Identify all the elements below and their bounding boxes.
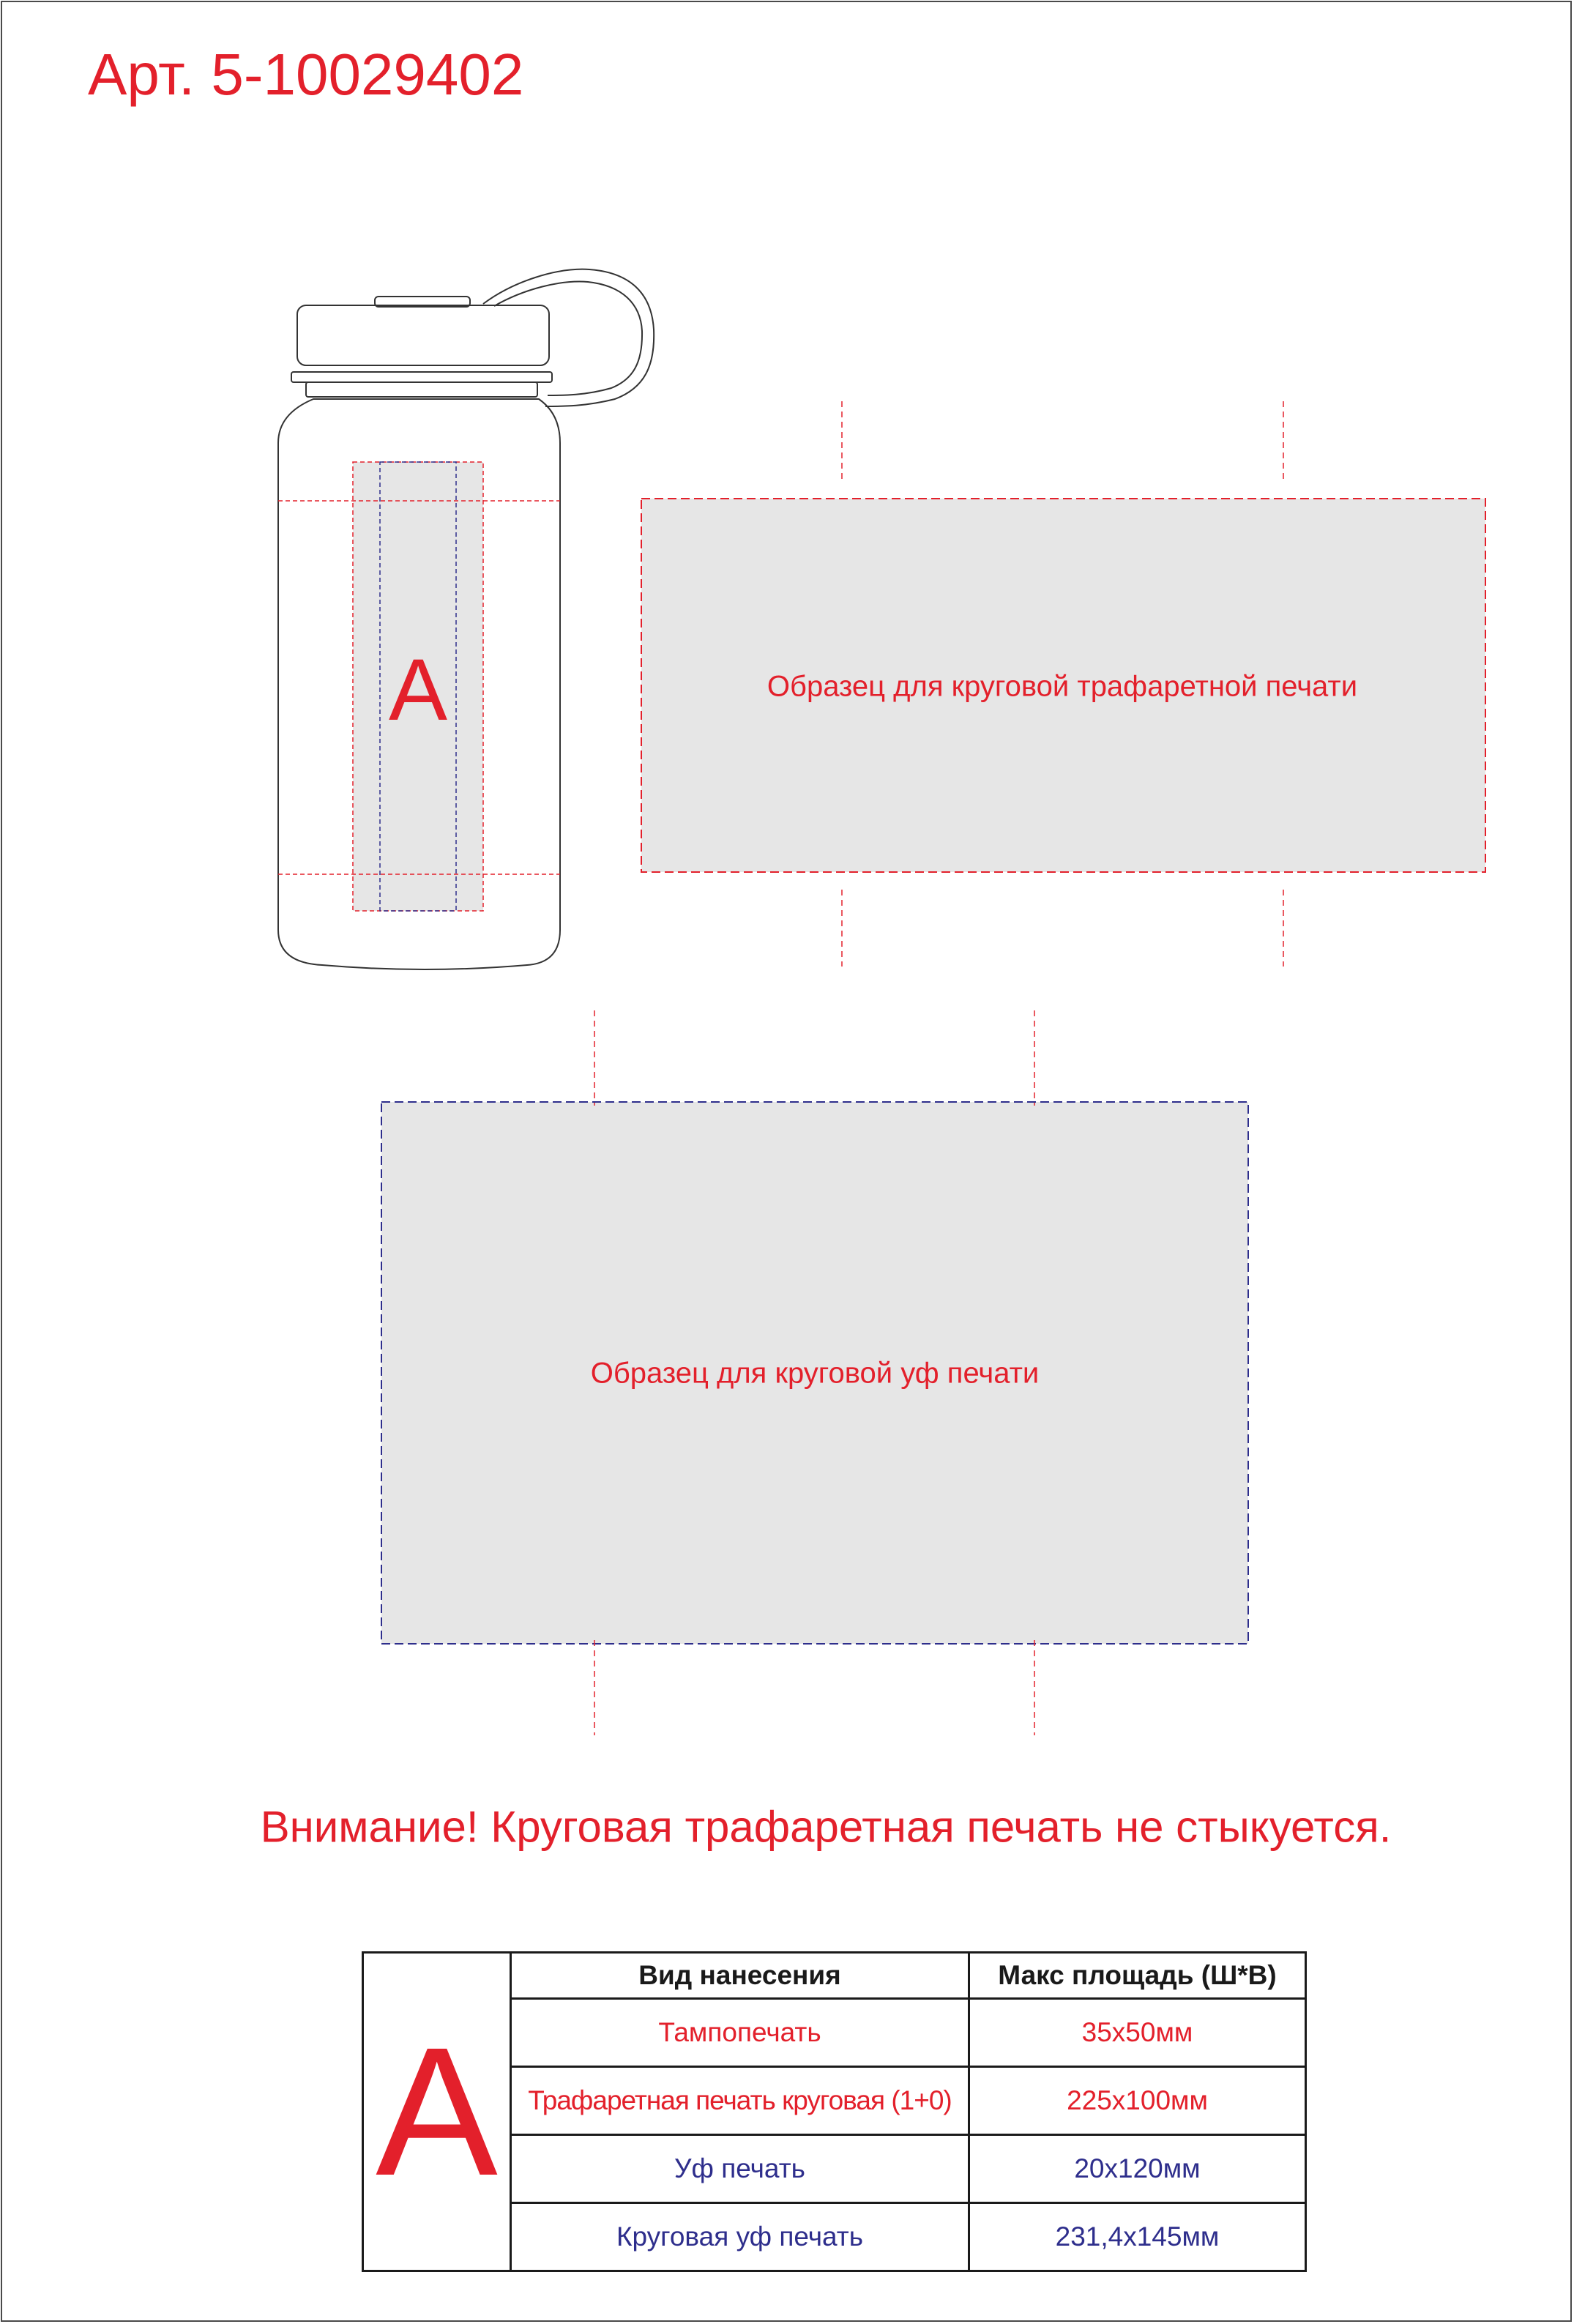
screen-print-sample-label: Образец для круговой трафаретной печати [767, 670, 1358, 703]
row-method: Трафаретная печать круговая (1+0) [511, 2067, 969, 2135]
row-method: Круговая уф печать [511, 2203, 969, 2271]
print-spec-table [362, 1951, 1307, 2272]
article-title: Арт. 5-10029402 [88, 42, 524, 107]
bottle-ring-bottom [306, 382, 537, 397]
table-header-row [363, 1953, 1306, 1999]
header-max-area: Макс площадь (Ш*В) [969, 1953, 1306, 1999]
bottle-cap [297, 305, 549, 365]
uv-print-sample-label: Образец для круговой уф печати [590, 1357, 1040, 1390]
row-method: Уф печать [511, 2135, 969, 2203]
row-size: 225x100мм [969, 2067, 1306, 2135]
bottle-zone-letter: A [388, 641, 448, 739]
table-zone-letter: A [363, 1953, 511, 2271]
row-size: 231,4x145мм [969, 2203, 1306, 2271]
row-method: Тампопечать [511, 1999, 969, 2067]
bottle-strap-outer [483, 269, 654, 406]
row-size: 20x120мм [969, 2135, 1306, 2203]
bottle-ring-top [291, 372, 552, 382]
row-size: 35x50мм [969, 1999, 1306, 2067]
header-method: Вид нанесения [511, 1953, 969, 1999]
warning-text: Внимание! Круговая трафаретная печать не стыкуется. [260, 1802, 1392, 1852]
bottle-strap-inner [494, 282, 642, 395]
